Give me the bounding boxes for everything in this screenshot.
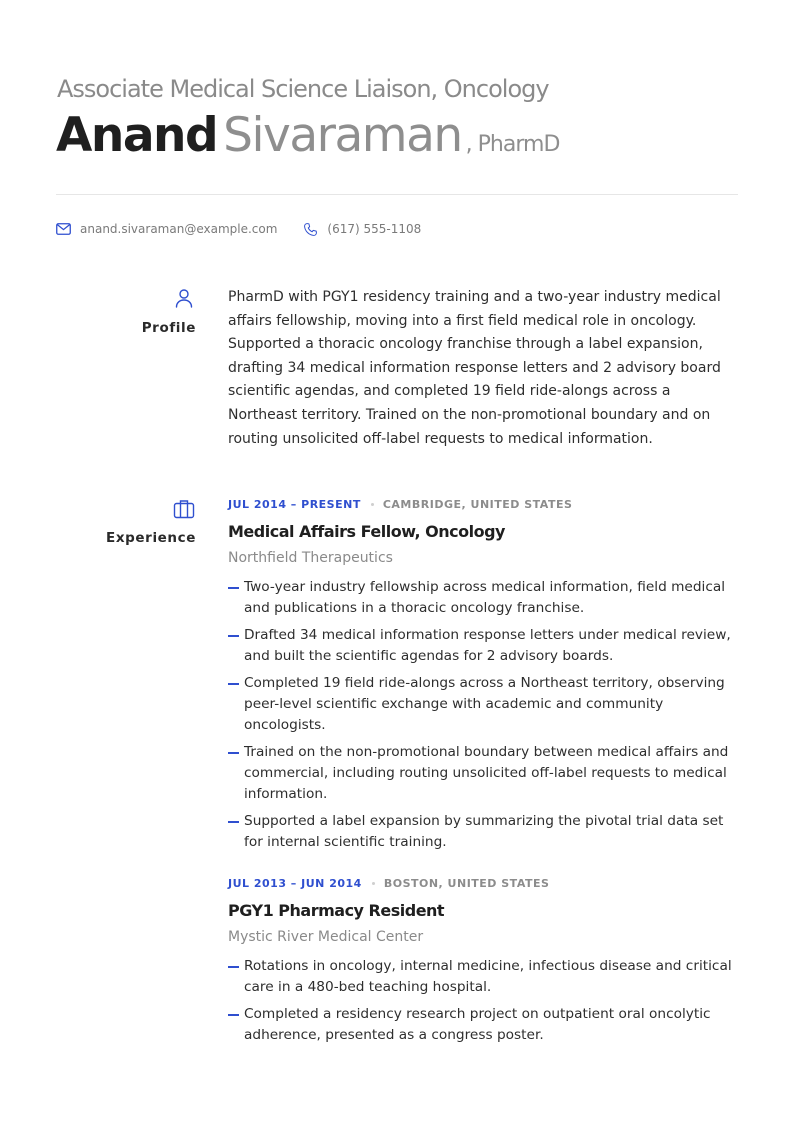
job-company: Mystic River Medical Center (228, 929, 424, 945)
email-text[interactable]: anand.sivaraman@example.com (80, 222, 278, 236)
profile-heading: Profile (141, 320, 196, 336)
candidate-name (56, 106, 559, 176)
bullet-item: Trained on the non-promotional boundary between medical affairs and commercial, including routing unsolicited off-label requests to medical information. (228, 742, 738, 806)
person-icon (173, 287, 195, 309)
job-location: CAMBRIDGE, UNITED STATES (382, 498, 573, 511)
header-divider (56, 194, 738, 195)
job-title: PGY1 Pharmacy Resident (228, 901, 445, 920)
meta-separator (372, 882, 375, 885)
mail-icon (56, 223, 71, 235)
job-company: Northfield Therapeutics (228, 550, 393, 566)
bullet-item: Drafted 34 medical information response letters under medical review, and built the scientific agendas for 2 advisory boards. (228, 625, 738, 667)
target-job-title: Associate Medical Science Liaison, Oncology (57, 75, 549, 103)
job-bullets (228, 956, 738, 1046)
job-entry-1 (228, 497, 738, 859)
bullet-item: Two-year industry fellowship across medical information, field medical and publications in a thoracic oncology franchise. (228, 577, 738, 619)
job-meta (228, 876, 738, 892)
bullet-item: Completed a residency research project on outpatient oral oncolytic adherence, presented as a congress poster. (228, 1004, 738, 1046)
phone-text[interactable]: (617) 555-1108 (327, 222, 422, 236)
experience-heading: Experience (106, 530, 196, 546)
job-meta (228, 497, 738, 513)
contact-phone[interactable] (303, 222, 421, 237)
bullet-item: Rotations in oncology, internal medicine, infectious disease and critical care in a 480-bed teaching hospital. (228, 956, 738, 998)
bullet-item: Supported a label expansion by summarizing the pivotal trial data set for internal scientific training. (228, 811, 738, 853)
last-name: Sivaraman (223, 108, 462, 163)
job-location: BOSTON, UNITED STATES (383, 877, 550, 890)
phone-icon (303, 222, 318, 237)
credential: , PharmD (465, 132, 560, 157)
bullet-item: Completed 19 field ride-alongs across a Northeast territory, observing peer-level scientific exchange with academic and community oncologists. (228, 673, 738, 737)
job-bullets (228, 577, 738, 853)
briefcase-icon (173, 498, 195, 520)
contact-email[interactable] (56, 222, 277, 236)
job-dates: JUL 2014 – PRESENT (228, 498, 361, 511)
job-title: Medical Affairs Fellow, Oncology (228, 522, 505, 541)
profile-summary: PharmD with PGY1 residency training and a two-year industry medical affairs fellowship, moving into a first field medical role in oncology. Supported a thoracic oncology franchise through a label expansion, drafting 34 medical information response letters and 2 advisory board scientific agendas, and completed 19 field ride-alongs across a Northeast territory. Trained on the non-promotional boundary and on routing unsolicited off-label requests to medical information. (228, 289, 721, 447)
job-dates: JUL 2013 – JUN 2014 (228, 877, 362, 890)
contact-bar (56, 219, 447, 239)
job-entry-2 (228, 876, 738, 1052)
meta-separator (371, 503, 374, 506)
first-name: Anand (56, 108, 218, 163)
